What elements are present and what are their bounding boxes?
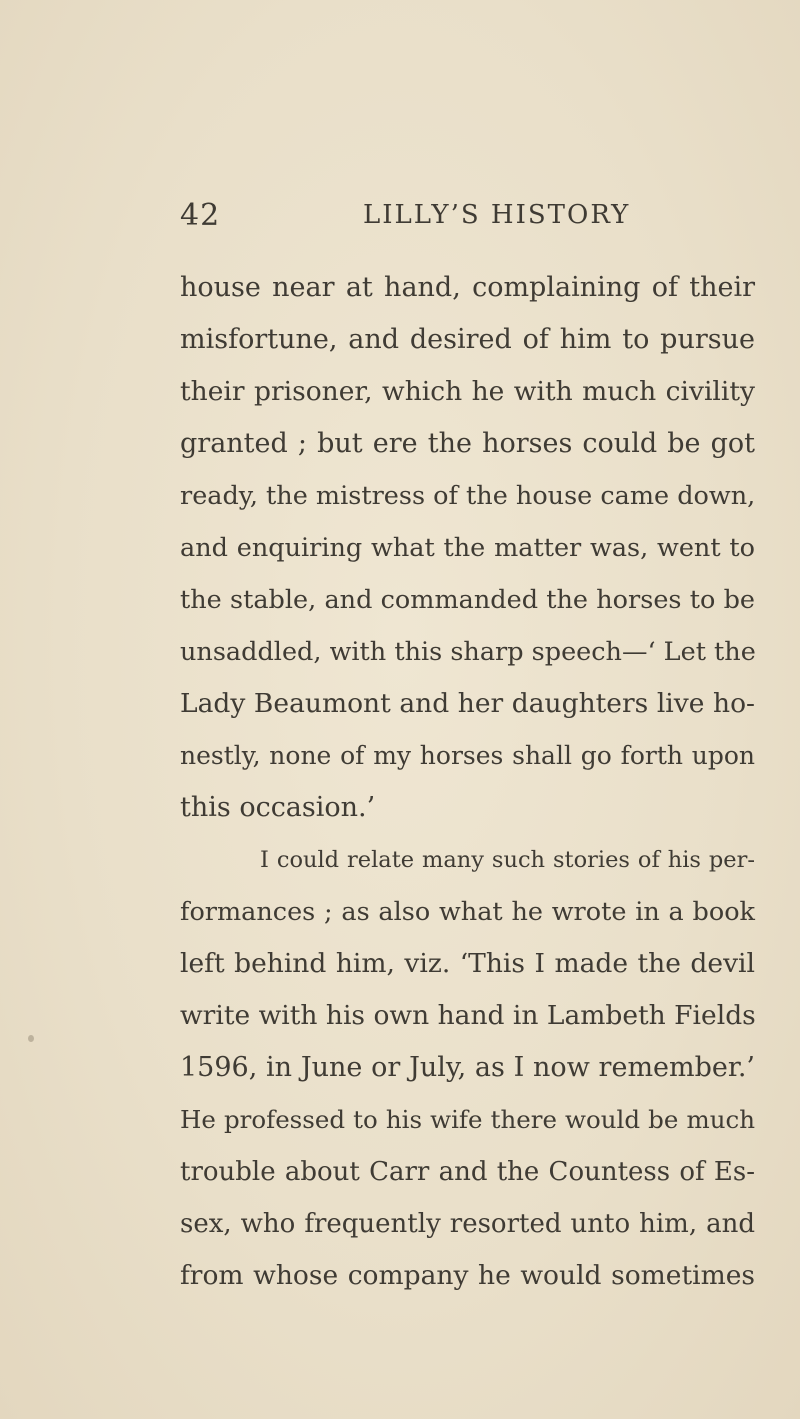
running-head [180,198,755,238]
paper-spot [28,1035,34,1042]
text-line: ready, the mistress of the house came down, [180,481,756,511]
text-line: from whose company he would sometimes [180,1260,755,1291]
text-line: nestly, none of my horses shall go forth upon [180,741,755,770]
text-line: granted ; but ere the horses could be got [180,428,755,459]
page-number: 42 [180,198,221,233]
text-line: He professed to his wife there would be much [180,1105,755,1134]
text-line: Lady Beaumont and her daughters live ho- [180,688,755,719]
text-line: formances ; as also what he wrote in a book [180,897,755,927]
running-title: LILLY’S HISTORY [363,200,631,230]
text-line: sex, who frequently resorted unto him, and [180,1209,755,1239]
paragraph-first-line: I could relate many such stories of his per- [260,847,755,873]
text-line: left behind him, viz. ‘This I made the devil [180,948,755,979]
text-line: unsaddled, with this sharp speech—‘ Let the [180,637,756,667]
text-line: write with his own hand in Lambeth Fields [180,1000,756,1031]
text-line: trouble about Carr and the Countess of Es- [180,1157,755,1187]
text-line: house near at hand, complaining of their [180,272,755,303]
text-line: and enquiring what the matter was, went to [180,533,755,563]
text-line: misfortune, and desired of him to pursue [180,324,755,355]
text-line: the stable, and commanded the horses to be [180,585,755,615]
text-line: 1596, in June or July, as I now remember.’ [180,1052,755,1083]
text-line: this occasion.’ [180,792,376,823]
text-line: their prisoner, which he with much civility [180,376,755,407]
